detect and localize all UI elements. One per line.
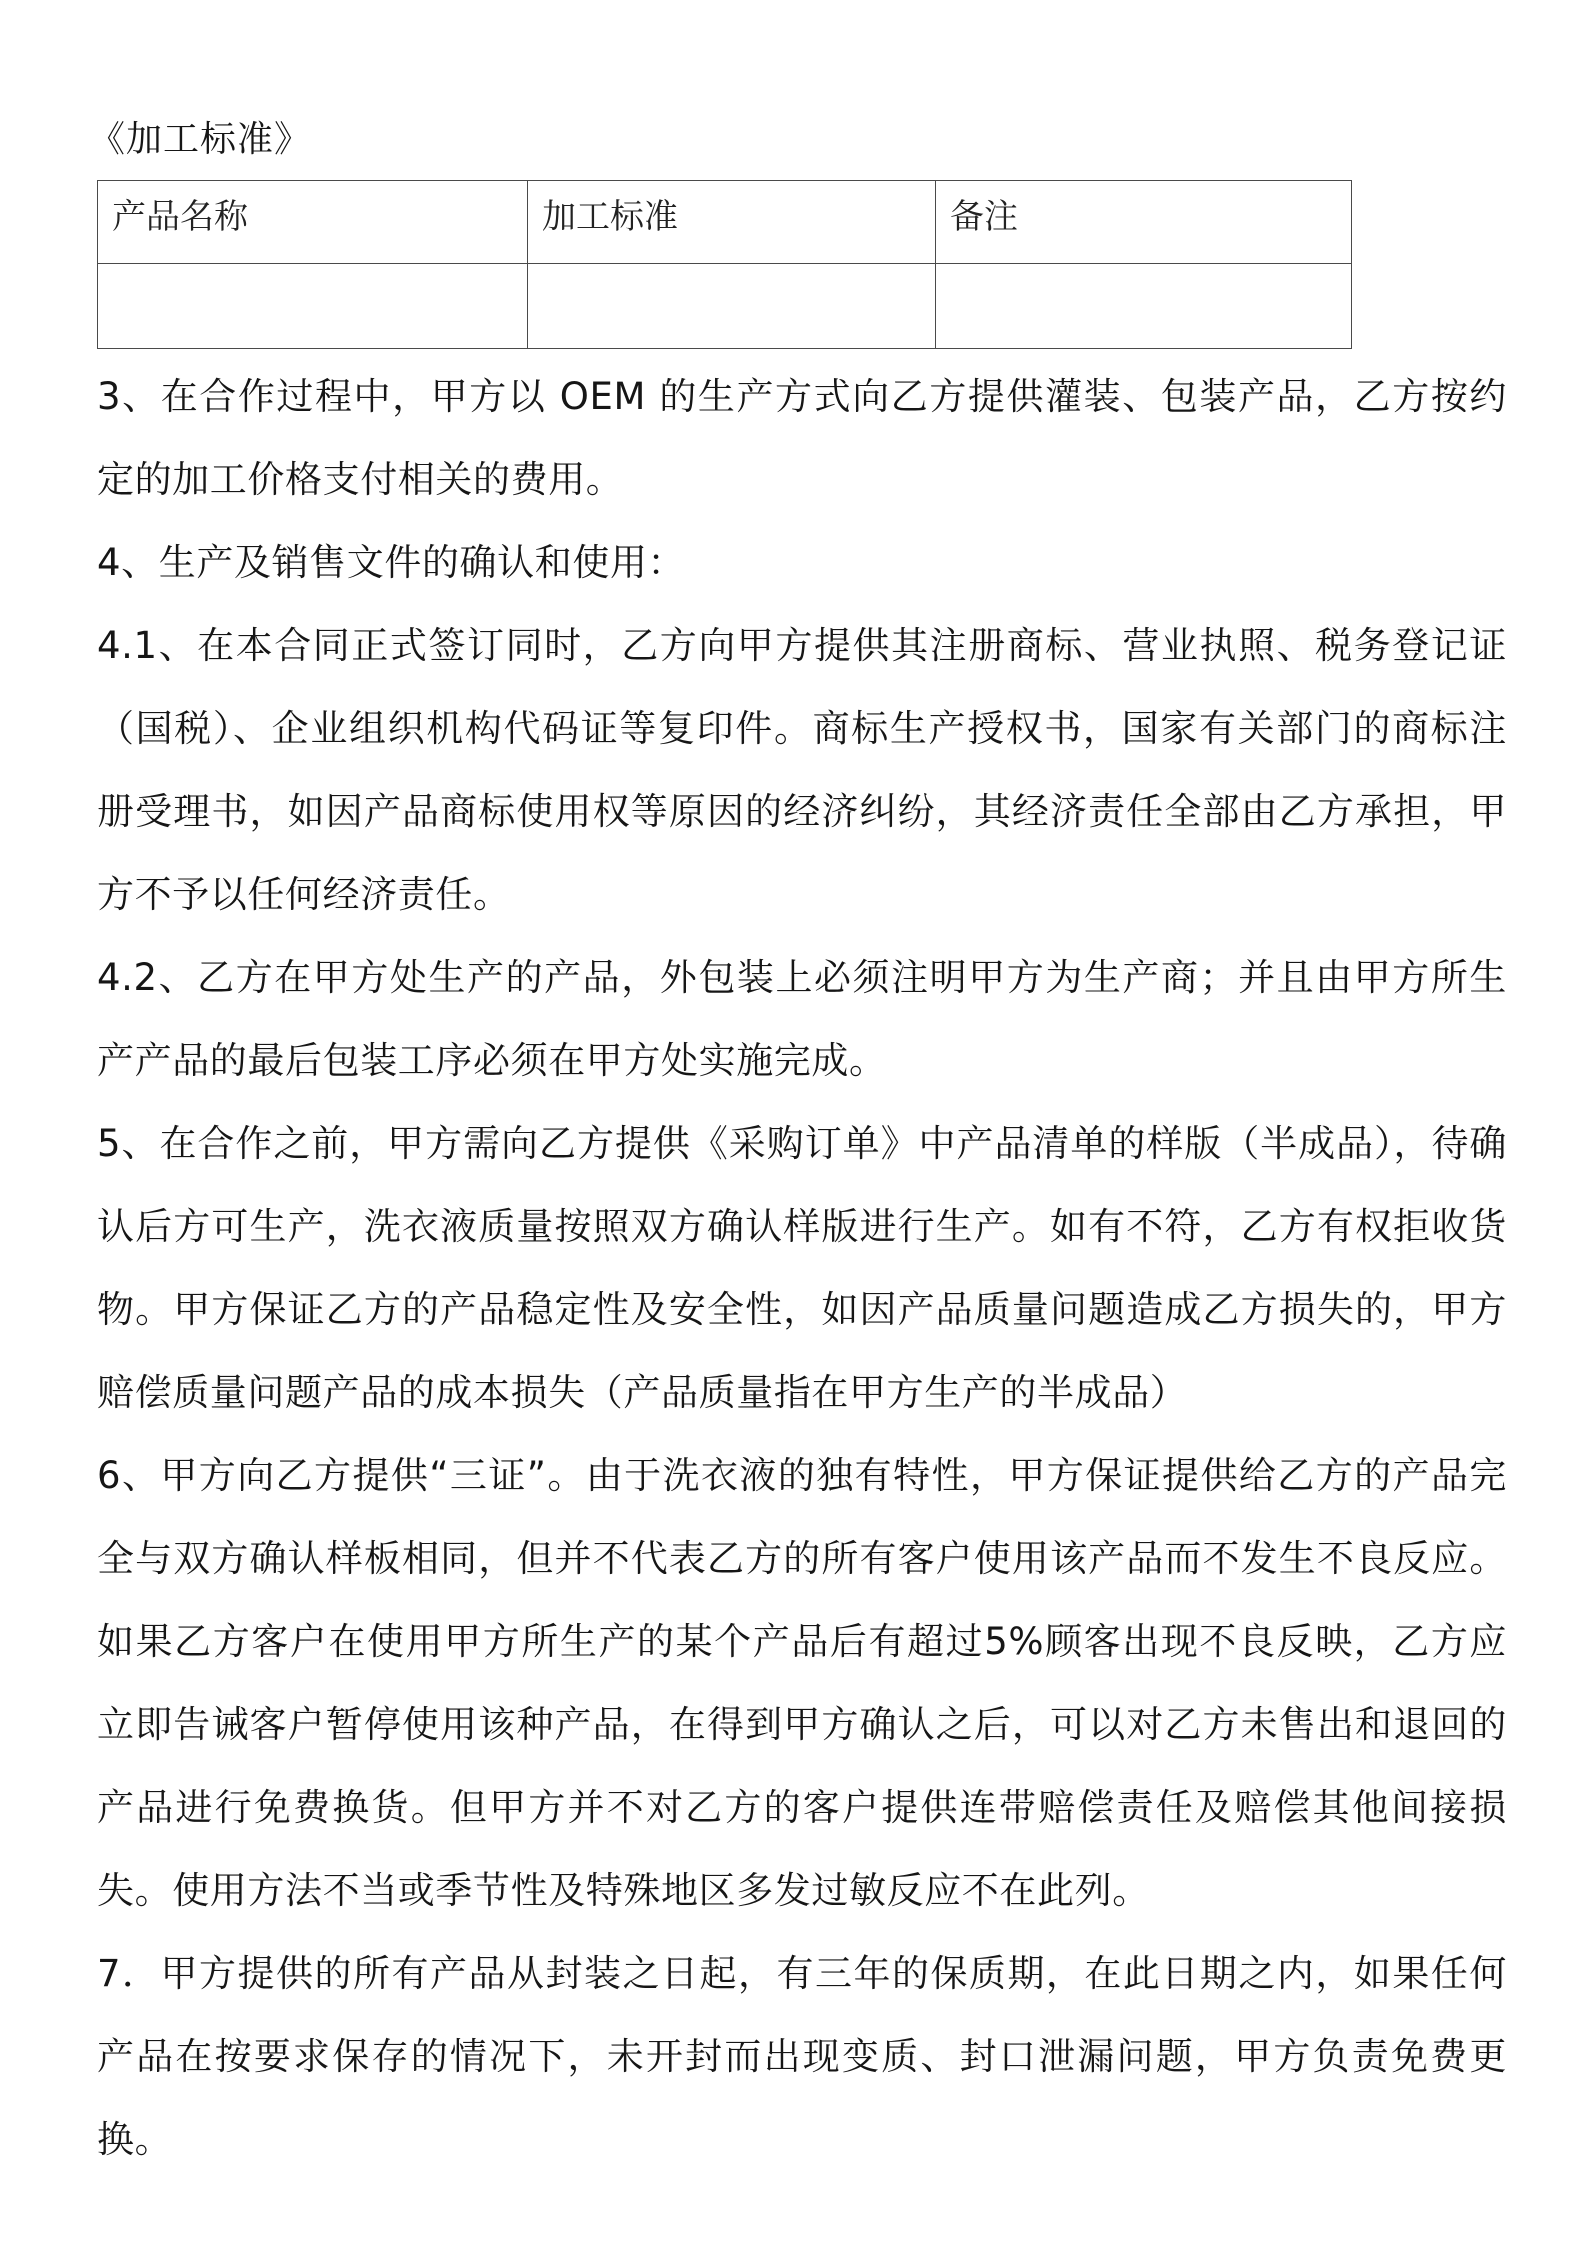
table-cell xyxy=(528,264,936,349)
table-cell xyxy=(936,264,1352,349)
processing-standard-table xyxy=(97,180,1352,349)
clause-4: 4、生产及销售文件的确认和使用： xyxy=(97,541,686,584)
table-header-product-name: 产品名称 xyxy=(98,181,528,264)
table-row xyxy=(98,264,1352,349)
clause-7: 7．甲方提供的所有产品从封装之日起，有三年的保质期，在此日期之内，如果任何产品在按要求保存的情况下，未开封而出现变质、封口泄漏问题，甲方负责免费更换。 xyxy=(97,1952,1507,2161)
clause-3: 3、在合作过程中，甲方以 OEM 的生产方式向乙方提供灌装、包装产品，乙方按约定的加工价格支付相关的费用。 xyxy=(97,375,1507,501)
clause-4-2: 4.2、乙方在甲方处生产的产品，外包装上必须注明甲方为生产商；并且由甲方所生产产品的最后包装工序必须在甲方处实施完成。 xyxy=(97,956,1507,1082)
section-title: 《加工标准》 xyxy=(89,119,312,160)
table-cell xyxy=(98,264,528,349)
document-page xyxy=(89,110,1507,2181)
contract-clauses xyxy=(97,355,1507,2181)
clause-6: 6、甲方向乙方提供“三证”。由于洗衣液的独有特性，甲方保证提供给乙方的产品完全与双方确认样板相同，但并不代表乙方的所有客户使用该产品而不发生不良反应。如果乙方客户在使用甲方所生产的某个产品后有超过5%顾客出现不良反映，乙方应立即告诫客户暂停使用该种产品，在得到甲方确认之后，可以对乙方未售出和退回的产品进行免费换货。但甲方并不对乙方的客户提供连带赔偿责任及赔偿其他间接损失。使用方法不当或季节性及特殊地区多发过敏反应不在此列。 xyxy=(97,1454,1507,1912)
table-header-processing-standard: 加工标准 xyxy=(528,181,936,264)
table-header-row xyxy=(98,181,1352,264)
table-header-remarks: 备注 xyxy=(936,181,1352,264)
clause-4-1: 4.1、在本合同正式签订同时，乙方向甲方提供其注册商标、营业执照、税务登记证（国税）、企业组织机构代码证等复印件。商标生产授权书，国家有关部门的商标注册受理书，如因产品商标使用权等原因的经济纠纷，其经济责任全部由乙方承担，甲方不予以任何经济责任。 xyxy=(97,624,1507,916)
clause-5: 5、在合作之前，甲方需向乙方提供《采购订单》中产品清单的样版（半成品），待确认后方可生产，洗衣液质量按照双方确认样版进行生产。如有不符，乙方有权拒收货物。甲方保证乙方的产品稳定性及安全性，如因产品质量问题造成乙方损失的，甲方赔偿质量问题产品的成本损失（产品质量指在甲方生产的半成品） xyxy=(97,1122,1507,1414)
